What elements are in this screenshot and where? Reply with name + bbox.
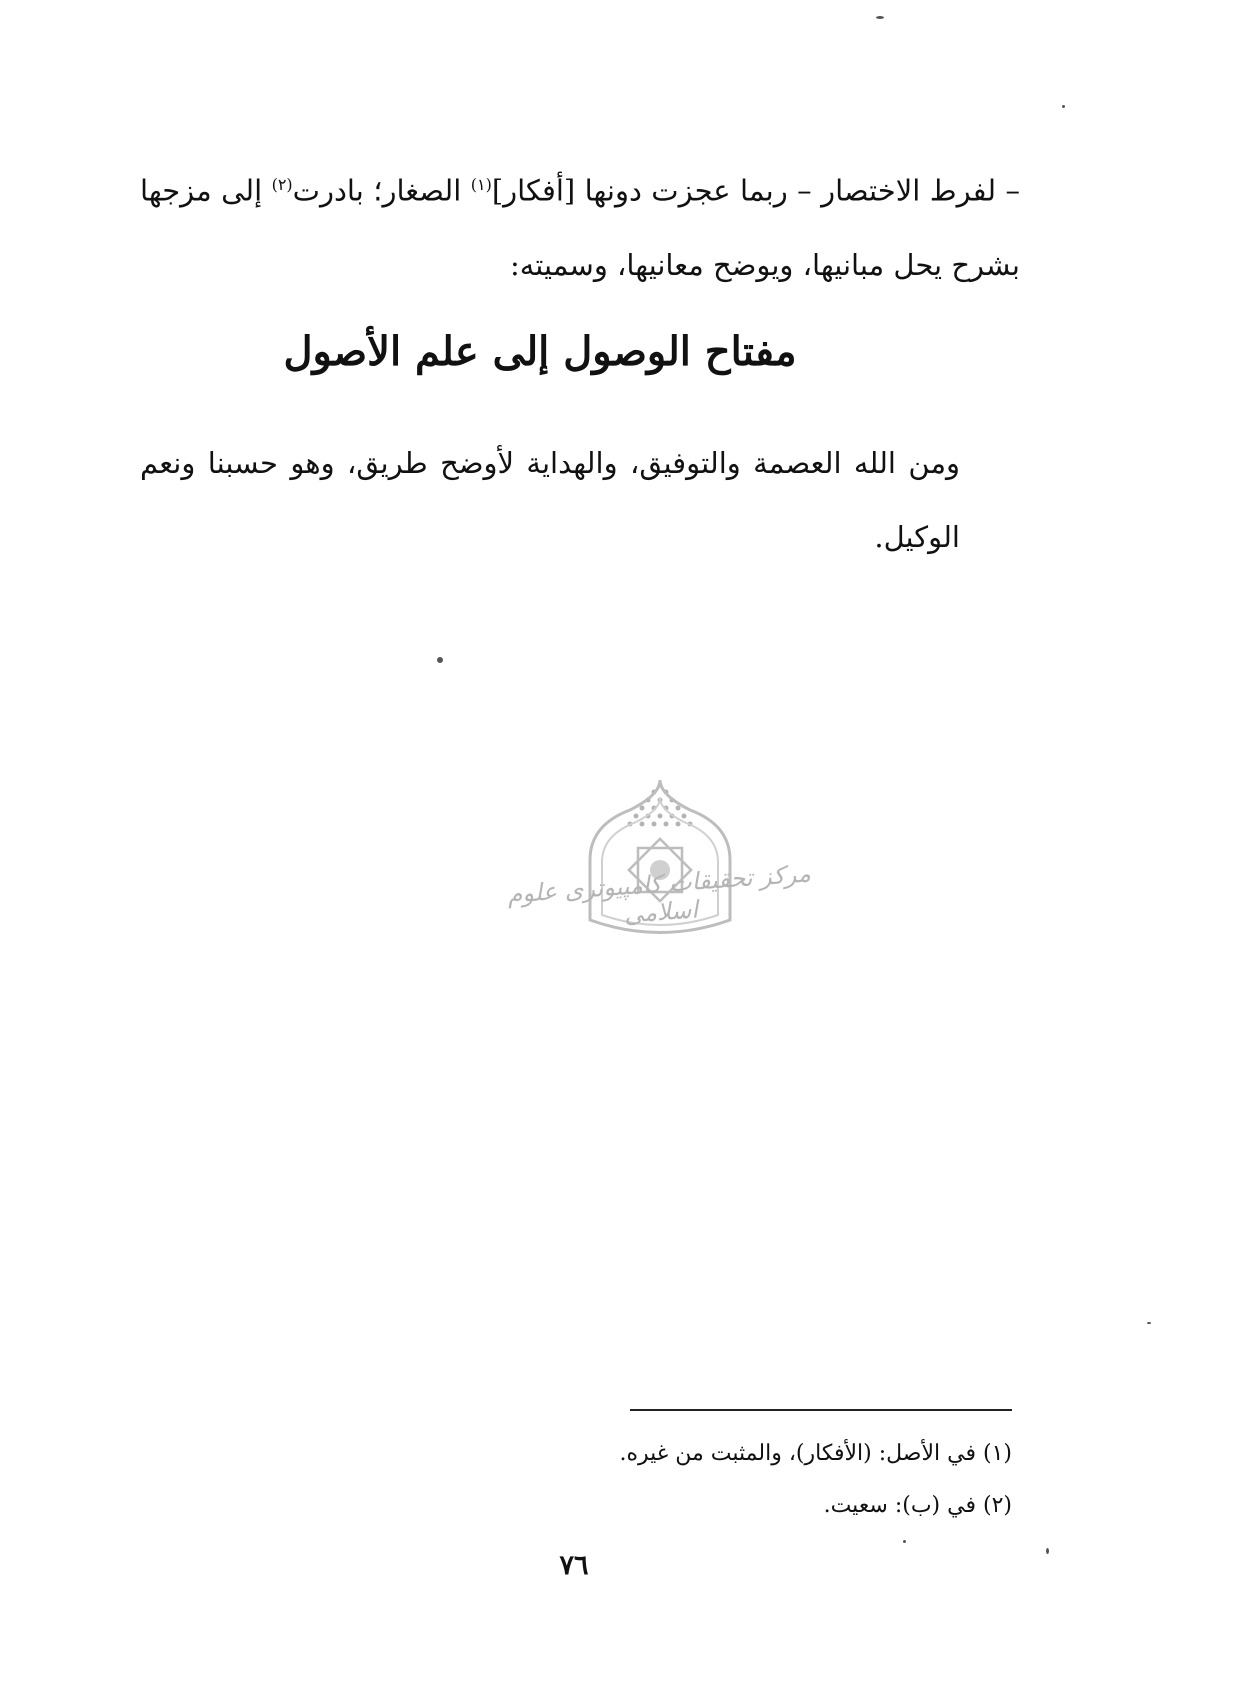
scan-speck <box>1147 1322 1151 1324</box>
footnote-2: (٢) في (ب): سعيت. <box>823 1493 1012 1518</box>
para1-text-middle: الصغار؛ بادرت <box>292 173 471 208</box>
watermark-logo <box>506 770 830 1010</box>
scan-speck <box>903 1540 906 1543</box>
footnote-1: (١) في الأصل: (الأفكار)، والمثبت من غيره. <box>619 1441 1012 1466</box>
scan-speck <box>1046 1548 1049 1554</box>
book-title: مفتاح الوصول إلى علم الأصول <box>283 328 797 375</box>
scan-speck <box>876 16 884 19</box>
footnote-separator <box>630 1409 1012 1411</box>
footnote-ref-2: (٢) <box>271 175 293 194</box>
body-paragraph-1 <box>140 148 1020 302</box>
watermark-caption: مرکز تحقیقات کامپیوتری علوم اسلامی <box>506 859 812 929</box>
page-number: ٧٦ <box>559 1550 589 1581</box>
body-paragraph-2: ومن الله العصمة والتوفيق، والهداية لأوضح طريق، وهو حسبنا ونعم الوكيل. <box>140 446 960 554</box>
footnotes <box>400 1428 1012 1532</box>
para1-text-end: إلى مزجها بشرح يحل مبانيها، ويوضح معانيها، وسميته: <box>140 173 1020 282</box>
scan-speck <box>1062 105 1065 108</box>
scan-speck <box>437 657 443 663</box>
para1-text-start: – لفرط الاختصار – ربما عجزت دونها [أفكار] <box>491 173 1021 208</box>
footnote-ref-1: (١) <box>470 175 492 194</box>
